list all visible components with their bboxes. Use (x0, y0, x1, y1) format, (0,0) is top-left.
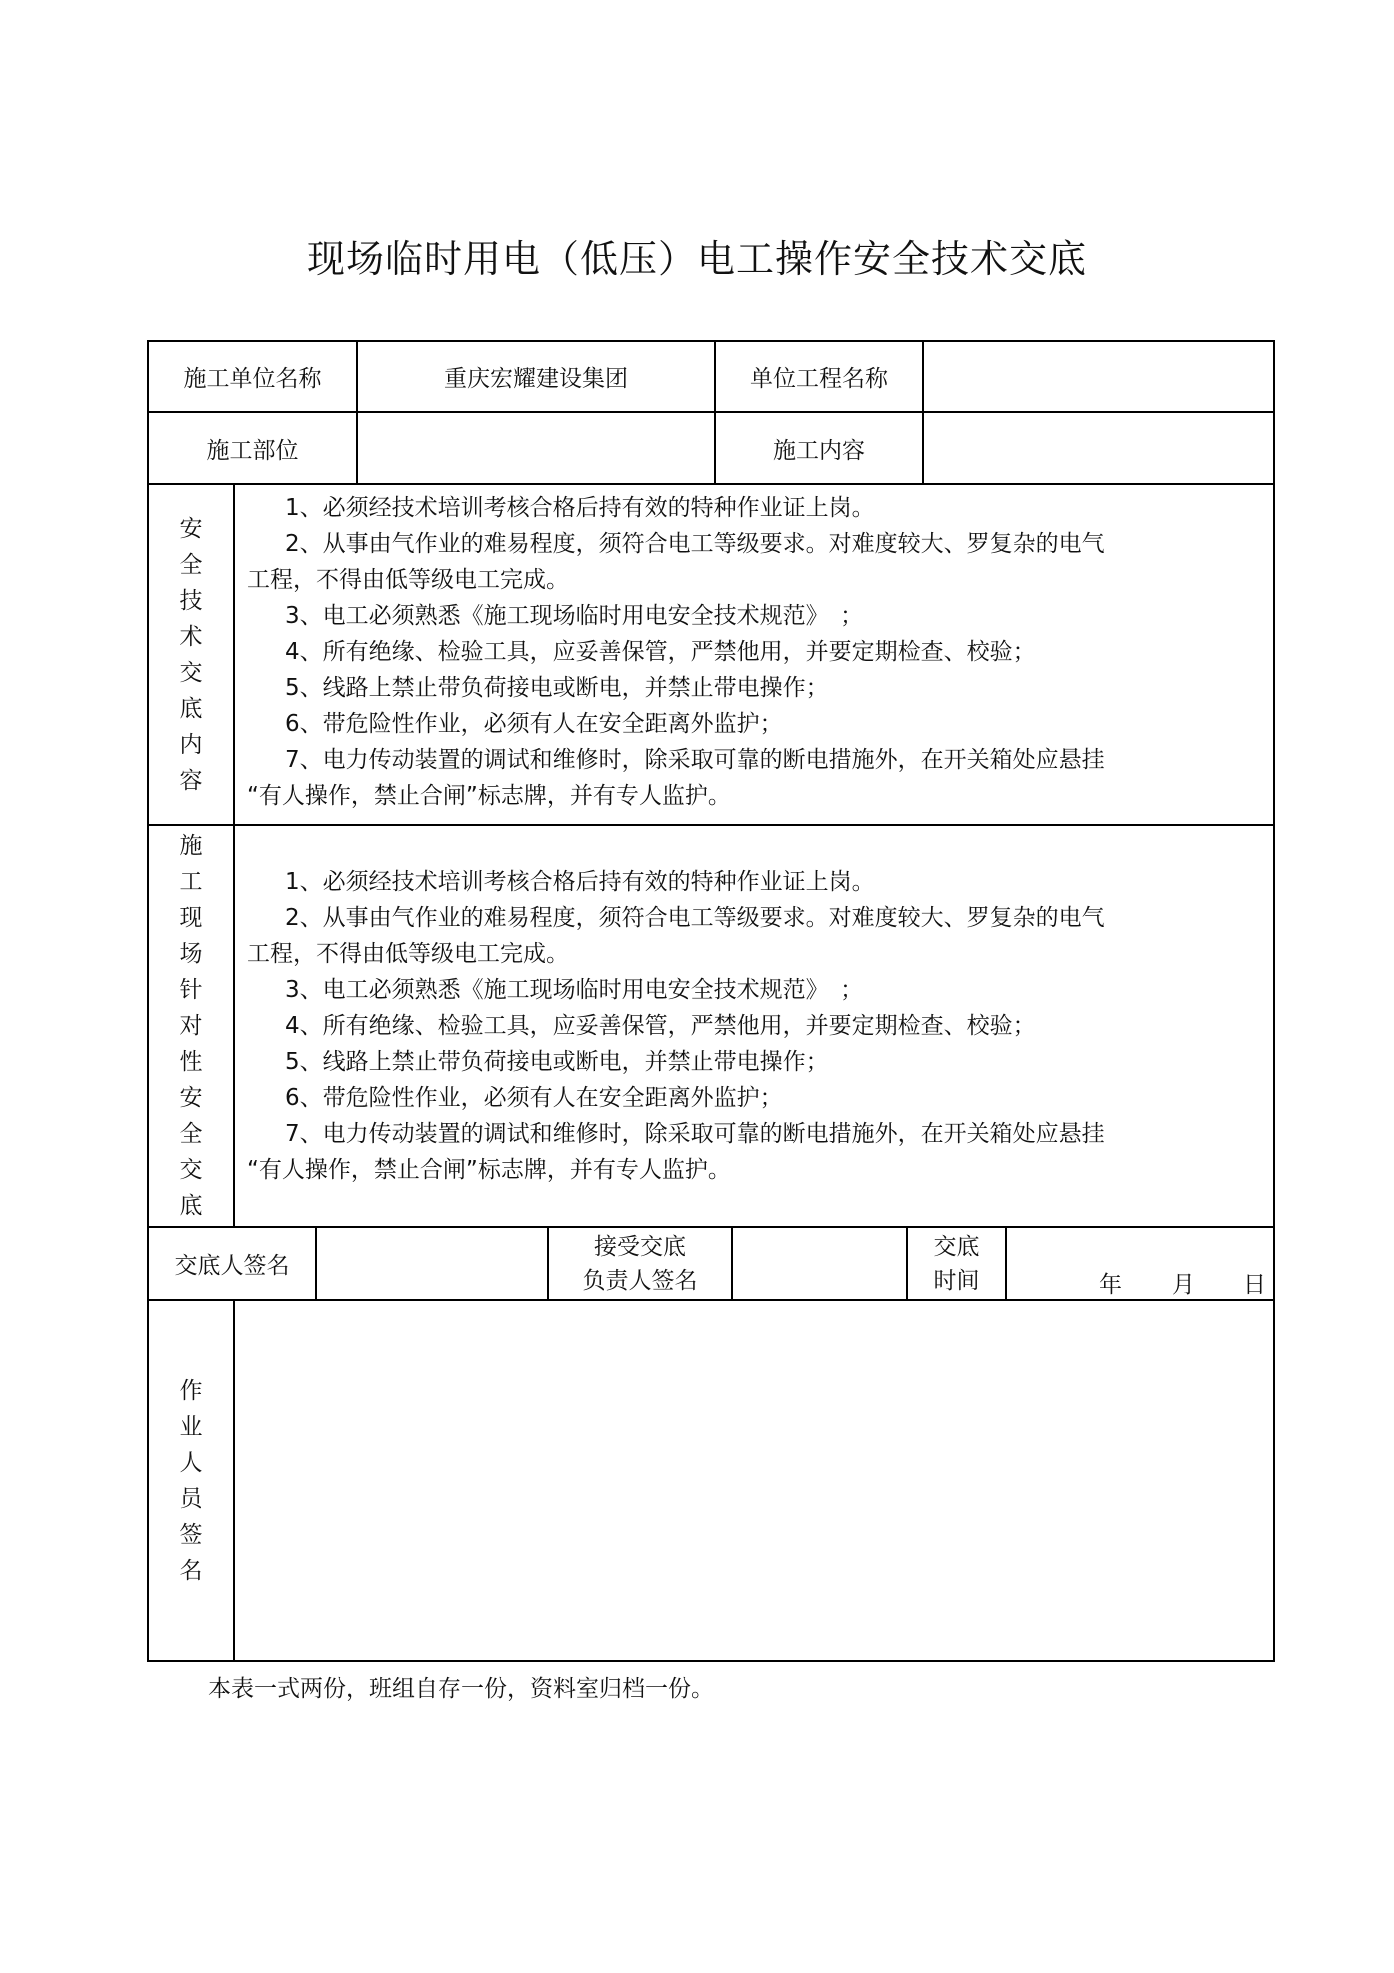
site-item: 7、电力传动装置的调试和维修时，除采取可靠的断电措施外，在开关箱处应悬挂 (285, 1121, 1105, 1147)
site-item: 6、带危险性作业，必须有人在安全距离外监护； (285, 1085, 783, 1111)
document-title: 现场临时用电（低压）电工操作安全技术交底 (306, 237, 1087, 281)
presenter-signature-label: 交底人签名 (174, 1253, 290, 1279)
safety-item: 5、线路上禁止带负荷接电或断电，并禁止带电操作； (285, 675, 829, 701)
safety-item: 1、必须经技术培训考核合格后持有效的特种作业证上岗。 (285, 495, 875, 521)
site-item: 3、电工必须熟悉《施工现场临时用电安全技术规范》 ； (285, 977, 864, 1003)
row-divider (149, 483, 1273, 485)
site-item: 工程，不得由低等级电工完成。 (247, 941, 569, 967)
date-day: 日 (1243, 1272, 1266, 1298)
site-item: 5、线路上禁止带负荷接电或断电，并禁止带电操作； (285, 1049, 829, 1075)
safety-item: 2、从事由气作业的难易程度，须符合电工等级要求。对难度较大、罗复杂的电气 (285, 531, 1105, 557)
date-month: 月 (1172, 1272, 1195, 1298)
disclosure-form (147, 340, 1275, 1662)
date-year: 年 (1099, 1272, 1122, 1298)
site-item: 2、从事由气作业的难易程度，须符合电工等级要求。对难度较大、罗复杂的电气 (285, 905, 1105, 931)
receiver-signature-label: 接受交底 负责人签名 (582, 1233, 698, 1294)
construction-content-label: 施工内容 (773, 437, 865, 464)
construction-part-label: 施工部位 (206, 437, 299, 464)
safety-item: 3、电工必须熟悉《施工现场临时用电安全技术规范》 ； (285, 603, 864, 629)
workers-signature-label: 作 业 人 员 签 名 (179, 1377, 203, 1584)
presenter-signature-field[interactable] (317, 1228, 547, 1299)
site-section-content (247, 864, 1267, 1194)
safety-item: 4、所有绝缘、检验工具，应妥善保管，严禁他用，并要定期检查、校验； (285, 639, 1036, 665)
col-divider (233, 483, 235, 1228)
safety-section-label: 安 全 技 术 交 底 内 容 (179, 515, 203, 794)
construction-content-value[interactable] (924, 413, 1273, 483)
site-item: “有人操作，禁止合闸”标志牌，并有专人监护。 (247, 1157, 731, 1183)
safety-item: 工程，不得由低等级电工完成。 (247, 567, 569, 593)
construction-unit-label: 施工单位名称 (183, 366, 322, 392)
site-section-label: 施 工 现 场 针 对 性 安 全 交 底 (179, 833, 203, 1219)
footnote: 本表一式两份，班组自存一份，资料室归档一份。 (208, 1676, 714, 1702)
construction-unit-value[interactable]: 重庆宏耀建设集团 (444, 366, 628, 392)
project-name-label: 单位工程名称 (750, 366, 888, 392)
construction-part-value[interactable] (358, 413, 714, 483)
site-item: 1、必须经技术培训考核合格后持有效的特种作业证上岗。 (285, 869, 875, 895)
safety-section-content (247, 490, 1267, 820)
safety-item: 7、电力传动装置的调试和维修时，除采取可靠的断电措施外，在开关箱处应悬挂 (285, 747, 1105, 773)
safety-item: 6、带危险性作业，必须有人在安全距离外监护； (285, 711, 783, 737)
project-name-value[interactable] (924, 342, 1273, 411)
receiver-signature-field[interactable] (733, 1228, 906, 1299)
disclosure-date-field[interactable] (1007, 1228, 1273, 1299)
workers-signature-area[interactable] (235, 1301, 1273, 1660)
disclosure-time-label: 交底 时间 (933, 1233, 980, 1294)
row-divider (149, 824, 1273, 826)
site-item: 4、所有绝缘、检验工具，应妥善保管，严禁他用，并要定期检查、校验； (285, 1013, 1036, 1039)
safety-item: “有人操作，禁止合闸”标志牌，并有专人监护。 (247, 783, 731, 809)
